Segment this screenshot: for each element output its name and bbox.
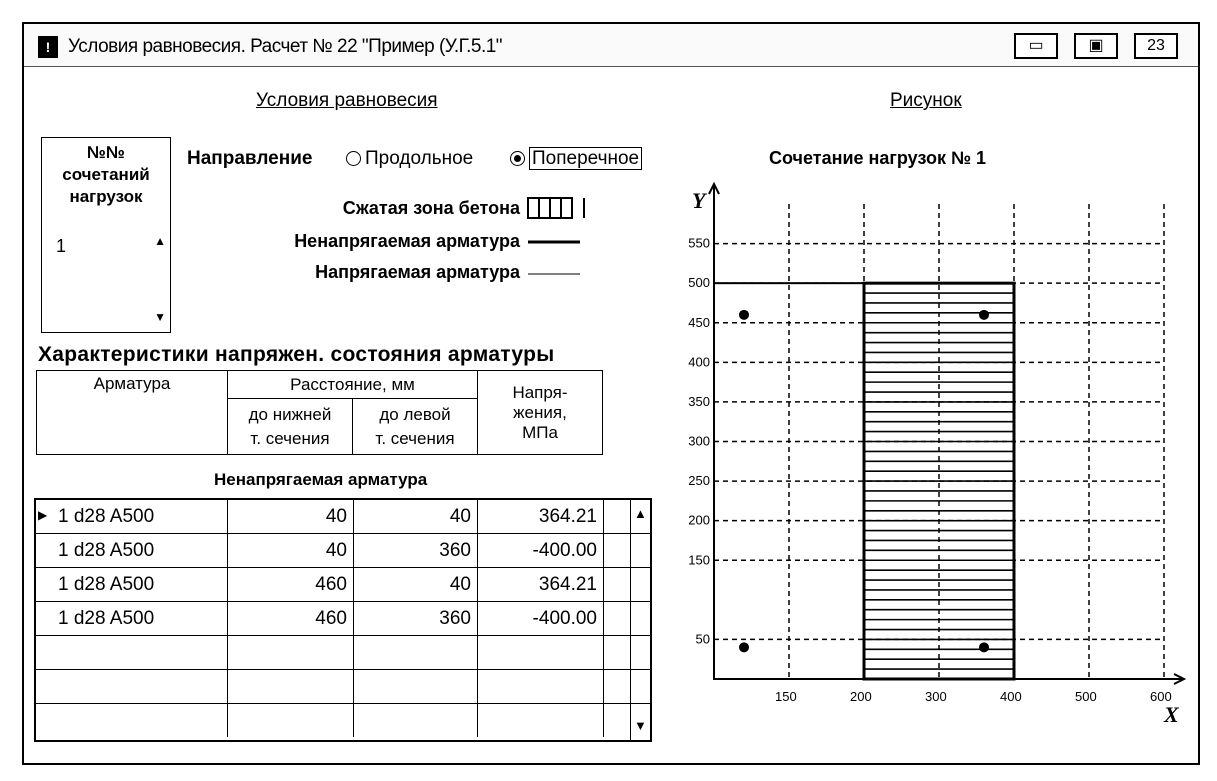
cell-bottom[interactable]: 460 xyxy=(228,602,354,635)
legend-nonprestressed-label: Ненапрягаемая арматура xyxy=(294,231,520,251)
title-bar[interactable] xyxy=(24,24,1198,67)
cell-armature[interactable]: 1 d28 A500 xyxy=(52,568,228,601)
radio-longitudinal[interactable] xyxy=(346,148,473,170)
cell-empty[interactable] xyxy=(478,670,604,703)
cell-empty[interactable] xyxy=(228,636,354,669)
rebar-point xyxy=(739,310,749,320)
y-tick-label: 200 xyxy=(688,512,710,528)
x-tick-label: 150 xyxy=(775,689,797,704)
close-button[interactable]: 23 xyxy=(1134,33,1178,59)
y-tick-label: 50 xyxy=(695,631,710,647)
y-tick-label: 300 xyxy=(688,433,710,449)
cell-empty[interactable] xyxy=(52,636,228,669)
cell-empty[interactable] xyxy=(478,636,604,669)
legend-nonprestressed-swatch xyxy=(526,234,586,250)
legend-prestressed-swatch xyxy=(526,266,586,282)
combos-header-line1: №№ xyxy=(87,143,125,162)
col-armature-header: Арматура xyxy=(37,371,228,455)
table-row-empty[interactable] xyxy=(36,704,650,738)
characteristics-title: Характеристики напряжен. состояния арматуры xyxy=(38,343,555,366)
table-header xyxy=(36,370,603,455)
cell-armature[interactable]: 1 d28 A500 xyxy=(52,534,228,567)
scroll-up-icon[interactable]: ▲ xyxy=(634,506,647,521)
col-bottom-header xyxy=(228,399,353,455)
col-left-line1: до левой xyxy=(379,404,451,424)
window-title: Условия равновесия. Расчет № 22 "Пример (У.Г.5.1" xyxy=(68,36,503,57)
combos-header-line3: нагрузок xyxy=(69,187,143,206)
nonprestressed-caption: Ненапрягаемая арматура xyxy=(214,470,428,489)
right-section-header: Рисунок xyxy=(890,90,962,111)
chart-title: Сочетание нагрузок № 1 xyxy=(769,148,987,168)
cell-empty[interactable] xyxy=(52,704,228,737)
cell-empty[interactable] xyxy=(228,704,354,737)
list-scroll-up-icon[interactable]: ▲ xyxy=(154,234,166,248)
cell-bottom[interactable]: 460 xyxy=(228,568,354,601)
radio-longitudinal-label: Продольное xyxy=(365,148,474,169)
y-tick-label: 500 xyxy=(688,275,710,291)
cell-empty[interactable] xyxy=(478,704,604,737)
cell-empty[interactable] xyxy=(228,670,354,703)
table-row[interactable] xyxy=(36,568,650,602)
section-chart xyxy=(674,174,1194,734)
combos-header-line2: сочетаний xyxy=(62,165,150,184)
app-icon[interactable]: ! xyxy=(38,36,58,58)
load-combos-header xyxy=(42,142,170,208)
app-window xyxy=(22,22,1200,765)
list-scroll-down-icon[interactable]: ▼ xyxy=(154,310,166,324)
cell-bottom[interactable]: 40 xyxy=(228,500,354,533)
y-tick-label: 400 xyxy=(688,354,710,370)
col-stress-header xyxy=(478,371,603,455)
armature-grid[interactable] xyxy=(34,498,652,742)
direction-label: Направление xyxy=(187,148,313,169)
left-section-header: Условия равновесия xyxy=(256,90,438,111)
table-row[interactable] xyxy=(36,500,650,534)
cell-left[interactable]: 360 xyxy=(354,534,478,567)
cell-empty[interactable] xyxy=(354,670,478,703)
rebar-point xyxy=(979,310,989,320)
cell-empty[interactable] xyxy=(52,670,228,703)
y-tick-label: 450 xyxy=(688,314,710,330)
cell-stress[interactable]: -400.00 xyxy=(478,602,604,635)
y-tick-label: 250 xyxy=(688,473,710,489)
table-row-empty[interactable] xyxy=(36,636,650,670)
col-distance-header: Расстояние, мм xyxy=(228,371,478,399)
cell-stress[interactable]: 364.21 xyxy=(478,568,604,601)
cell-stress[interactable]: -400.00 xyxy=(478,534,604,567)
x-tick-label: 400 xyxy=(1000,689,1022,704)
table-row-empty[interactable] xyxy=(36,670,650,704)
rebar-point xyxy=(739,642,749,652)
col-stress-line2: жения, xyxy=(513,402,567,422)
legend-concrete-label: Сжатая зона бетона xyxy=(342,198,520,218)
col-stress-line3: МПа xyxy=(522,422,558,442)
legend-concrete-swatch xyxy=(526,196,592,222)
cell-left[interactable]: 40 xyxy=(354,568,478,601)
grid-scrollbar[interactable] xyxy=(630,500,650,740)
cell-empty[interactable] xyxy=(354,636,478,669)
cell-empty[interactable] xyxy=(354,704,478,737)
col-left-header xyxy=(353,399,478,455)
cell-armature[interactable]: 1 d28 A500 xyxy=(52,500,228,533)
x-tick-label: 200 xyxy=(850,689,872,704)
y-tick-label: 550 xyxy=(688,235,710,251)
load-combo-item[interactable]: 1 xyxy=(56,236,67,256)
x-tick-label: 500 xyxy=(1075,689,1097,704)
rebar-point xyxy=(979,642,989,652)
radio-longitudinal-circle[interactable] xyxy=(346,151,361,166)
cell-stress[interactable]: 364.21 xyxy=(478,500,604,533)
chart-ticks xyxy=(688,236,1171,704)
x-axis-label: X xyxy=(1164,702,1179,727)
y-tick-label: 350 xyxy=(688,393,710,409)
table-row[interactable] xyxy=(36,534,650,568)
maximize-button[interactable]: ▣ xyxy=(1074,33,1118,59)
load-combos-list[interactable] xyxy=(41,137,171,333)
cell-left[interactable]: 40 xyxy=(354,500,478,533)
y-axis-label: Y xyxy=(692,188,706,213)
col-bottom-line1: до нижней xyxy=(248,404,332,424)
cell-left[interactable]: 360 xyxy=(354,602,478,635)
radio-transverse-circle[interactable] xyxy=(510,151,525,166)
x-tick-label: 300 xyxy=(925,689,947,704)
radio-transverse[interactable] xyxy=(510,148,642,170)
current-row-icon: ▶ xyxy=(38,508,48,522)
col-bottom-line2: т. сечения xyxy=(250,428,330,448)
col-stress-line1: Напря- xyxy=(512,382,568,402)
radio-transverse-label: Поперечное xyxy=(529,147,642,170)
table-row[interactable] xyxy=(36,602,650,636)
x-tick-label: 600 xyxy=(1150,689,1172,704)
y-tick-label: 150 xyxy=(688,552,710,568)
legend-prestressed-label: Напрягаемая арматура xyxy=(315,262,520,282)
col-left-line2: т. сечения xyxy=(375,428,455,448)
cell-armature[interactable]: 1 d28 A500 xyxy=(52,602,228,635)
minimize-button[interactable]: ▭ xyxy=(1014,33,1058,59)
cell-bottom[interactable]: 40 xyxy=(228,534,354,567)
scroll-down-icon[interactable]: ▼ xyxy=(634,718,647,733)
